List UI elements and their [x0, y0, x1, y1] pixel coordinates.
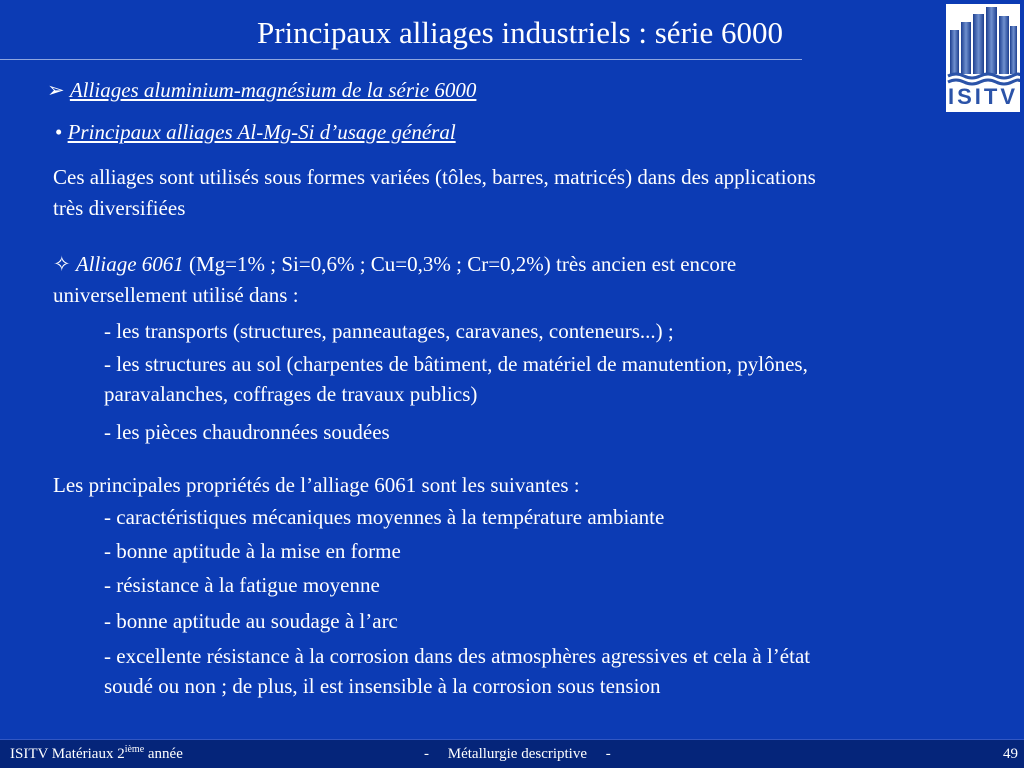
section-heading: Alliages aluminium-magnésium de la série 6000: [69, 78, 477, 102]
properties-intro: Les principales propriétés de l’alliage 6061 sont les suivantes :: [53, 473, 580, 497]
property-item: - excellente résistance à la corrosion dans des atmosphères agressives et cela à l’état: [104, 644, 811, 668]
arrow-bullet-icon: ➢: [47, 78, 65, 102]
alloy-line-2: universellement utilisé dans :: [53, 283, 299, 307]
property-item: - caractéristiques mécaniques moyennes à la température ambiante: [104, 505, 665, 529]
property-item-continuation: soudé ou non ; de plus, il est insensible à la corrosion sous tension: [104, 674, 661, 698]
footer-bar: [0, 740, 1024, 768]
use-item: - les structures au sol (charpentes de bâtiment, de matériel de manutention, pylônes,: [104, 352, 808, 376]
alloy-composition: (Mg=1% ; Si=0,6% ; Cu=0,3% ; Cr=0,2%) très ancien est encore: [183, 252, 737, 276]
footer-course-suffix: année: [144, 746, 183, 762]
property-item: - bonne aptitude à la mise en forme: [104, 539, 401, 563]
use-item: - les pièces chaudronnées soudées: [104, 420, 390, 444]
intro-line-1: Ces alliages sont utilisés sous formes variées (tôles, barres, matricés) dans des applications: [53, 165, 816, 189]
use-item: - les transports (structures, panneautages, caravanes, conteneurs...) ;: [104, 319, 674, 343]
footer-subject: - Métallurgie descriptive -: [424, 746, 611, 762]
slide-title: Principaux alliages industriels : série 6000: [256, 15, 784, 50]
footer-course-prefix: ISITV Matériaux 2: [10, 746, 125, 762]
alloy-name: Alliage 6061: [75, 252, 184, 276]
intro-line-2: très diversifiées: [53, 196, 186, 220]
star-bullet-icon: ✧: [53, 252, 71, 276]
isitv-logo: [946, 4, 1020, 112]
bullet-icon: •: [55, 120, 63, 144]
logo-buildings-icon: [946, 4, 1020, 86]
alloy-line-1: [53, 249, 736, 279]
logo-text: ISITV: [947, 84, 1018, 109]
property-item: - résistance à la fatigue moyenne: [104, 573, 380, 597]
footer-course: [10, 740, 183, 768]
property-item: - bonne aptitude au soudage à l’arc: [104, 609, 398, 633]
section-heading-row: [47, 75, 476, 105]
title-divider: [0, 59, 802, 60]
page-number: 49: [1003, 746, 1018, 762]
footer-course-sup: ième: [124, 744, 145, 755]
use-item-continuation: paravalanches, coffrages de travaux publics): [104, 382, 478, 406]
subheading: Principaux alliages Al-Mg-Si d’usage général: [67, 120, 456, 144]
subheading-row: [55, 117, 456, 147]
